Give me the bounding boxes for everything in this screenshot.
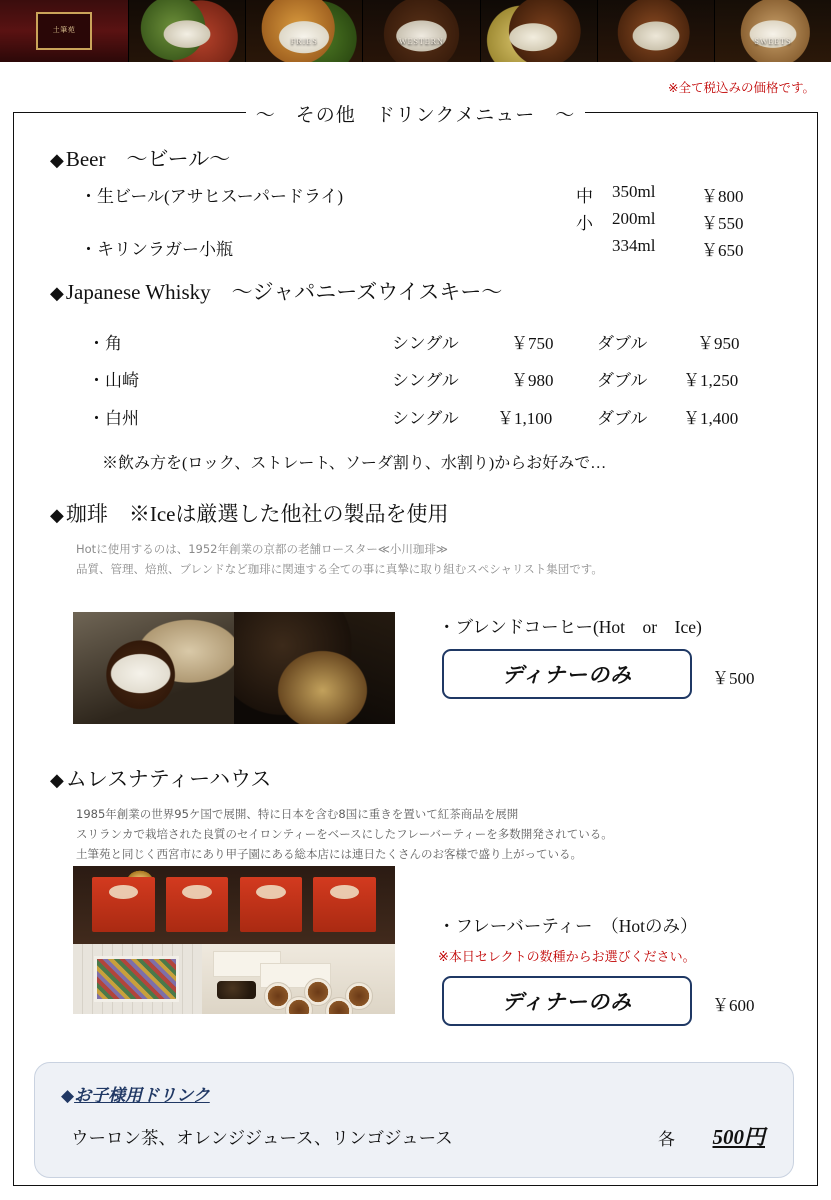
diamond-bullet-icon: ◆ bbox=[50, 150, 64, 170]
kids-price-label: 各 bbox=[658, 1130, 675, 1149]
coffee-price: ￥500 bbox=[712, 669, 755, 688]
whisky-double-price-2: ￥1,400 bbox=[683, 409, 739, 428]
banner-photo-label: SWEETS bbox=[754, 37, 792, 46]
tea-description-line-2: スリランカで栽培された良質のセイロンティーをベースにしたフレーバーティーを多数開発されている。 bbox=[76, 827, 613, 841]
diamond-bullet-icon: ◆ bbox=[50, 283, 64, 303]
beer-price-0: ￥800 bbox=[701, 187, 744, 206]
beer-volume-1: 200ml bbox=[612, 209, 656, 228]
restaurant-logo bbox=[0, 0, 128, 62]
whisky-single-label-0: シングル bbox=[392, 334, 459, 353]
beer-price-1: ￥550 bbox=[701, 214, 744, 233]
tea-can bbox=[166, 877, 228, 932]
beer-price-2: ￥650 bbox=[701, 241, 744, 260]
whisky-double-price-0: ￥950 bbox=[697, 334, 740, 353]
menu-item-kirin-lager: ・キリンラガー小瓶 bbox=[80, 240, 233, 259]
banner-photo-label: WESTERN bbox=[399, 37, 444, 46]
whisky-single-label-2: シングル bbox=[392, 409, 459, 428]
tea-price: ￥600 bbox=[712, 996, 755, 1015]
whisky-single-price-2: ￥1,100 bbox=[497, 409, 553, 428]
section-heading-whisky: ◆Japanese Whisky ～ジャパニーズウイスキー～ bbox=[50, 280, 503, 304]
header-photo-banner bbox=[0, 0, 831, 62]
tea-description-line-3: 土筆苑と同じく西宮市にあり甲子園にある総本店には連日たくさんのお客様で盛り上がっている。 bbox=[76, 847, 582, 861]
banner-photo-salad bbox=[128, 0, 245, 62]
tax-note: ※全て税込みの価格です。 bbox=[668, 80, 815, 95]
tea-photo-bottom-right bbox=[202, 944, 395, 1014]
menu-item-hakushu: ・白州 bbox=[88, 409, 139, 428]
section-heading-beer: ◆Beer ～ビール～ bbox=[50, 147, 231, 171]
banner-photo-fries bbox=[245, 0, 362, 62]
banner-photo-dish bbox=[597, 0, 714, 62]
tea-photo-top bbox=[73, 866, 395, 944]
whisky-serving-note: ※飲み方を(ロック、ストレート、ソーダ割り、水割り)からお好みで… bbox=[102, 455, 607, 472]
whisky-single-price-1: ￥980 bbox=[511, 371, 554, 390]
tea-select-note: ※本日セレクトの数種からお選びください。 bbox=[438, 950, 696, 965]
beer-size-1: 小 bbox=[576, 214, 593, 233]
banner-photo-sweets bbox=[714, 0, 831, 62]
beer-volume-2: 334ml bbox=[612, 236, 656, 255]
coffee-description-line-2: 品質、管理、焙煎、ブレンドなど珈琲に関連する全ての事に真摯に取り組むスペシャリスト集団です。 bbox=[76, 562, 603, 576]
tea-photo-bottom-left bbox=[73, 944, 202, 1014]
kids-drink-items: ウーロン茶、オレンジジュース、リンゴジュース bbox=[71, 1128, 453, 1148]
coffee-description-line-1: Hotに使用するのは、1952年創業の京都の老舗ロースター≪小川珈琲≫ bbox=[76, 542, 448, 556]
whisky-single-price-0: ￥750 bbox=[511, 334, 554, 353]
section-heading-kids bbox=[61, 1081, 210, 1106]
page-title: ～ その他 ドリンクメニュー ～ bbox=[246, 105, 585, 126]
menu-item-draft-beer: ・生ビール(アサヒスーパードライ) bbox=[80, 187, 344, 206]
tea-can-row bbox=[92, 877, 375, 932]
diamond-bullet-icon: ◆ bbox=[50, 770, 64, 790]
banner-photo-label: FRIES bbox=[290, 37, 318, 46]
coffee-photo-right bbox=[234, 612, 395, 724]
coffee-photo-left bbox=[73, 612, 234, 724]
kids-price: 500円 bbox=[712, 1125, 765, 1149]
logo-mark: 土筆苑 bbox=[36, 12, 92, 50]
beer-volume-0: 350ml bbox=[612, 182, 656, 201]
tea-leaves bbox=[217, 981, 256, 999]
whisky-single-label-1: シングル bbox=[392, 371, 459, 390]
diamond-bullet-icon: ◆ bbox=[50, 505, 64, 525]
diamond-bullet-icon: ◆ bbox=[61, 1086, 75, 1105]
menu-item-kaku: ・角 bbox=[88, 334, 122, 353]
drink-menu-panel bbox=[13, 105, 818, 1186]
whisky-double-label-0: ダブル bbox=[597, 334, 648, 353]
banner-photo-steak bbox=[480, 0, 597, 62]
tea-can bbox=[92, 877, 154, 932]
tea-description-line-1: 1985年創業の世界95ケ国で展開、特に日本を含む8国に重きを置いて紅茶商品を展開 bbox=[76, 807, 519, 821]
dinner-only-badge-tea: ディナーのみ bbox=[442, 976, 692, 1026]
section-heading-coffee: ◆珈琲 ※Iceは厳選した他社の製品を使用 bbox=[50, 502, 449, 526]
menu-title-wrapper bbox=[14, 100, 817, 127]
banner-photo-western bbox=[362, 0, 479, 62]
menu-item-blend-coffee: ・ブレンドコーヒー(Hot or Ice) bbox=[438, 617, 702, 637]
menu-item-flavored-tea: ・フレーバーティー （Hotのみ） bbox=[438, 916, 698, 936]
whisky-double-label-1: ダブル bbox=[597, 371, 648, 390]
menu-item-yamazaki: ・山崎 bbox=[88, 371, 139, 390]
coffee-photo bbox=[73, 612, 395, 724]
dinner-only-badge-coffee: ディナーのみ bbox=[442, 649, 692, 699]
tea-can bbox=[313, 877, 375, 932]
tea-can bbox=[240, 877, 302, 932]
tea-photo bbox=[73, 866, 395, 1014]
whisky-double-label-2: ダブル bbox=[597, 409, 648, 428]
section-heading-tea: ◆ムレスナティーハウス bbox=[50, 767, 272, 791]
beer-size-0: 中 bbox=[576, 187, 593, 206]
whisky-double-price-1: ￥1,250 bbox=[683, 371, 739, 390]
kids-drink-panel bbox=[34, 1062, 794, 1178]
kids-heading-text: お子様用ドリンク bbox=[74, 1086, 210, 1105]
